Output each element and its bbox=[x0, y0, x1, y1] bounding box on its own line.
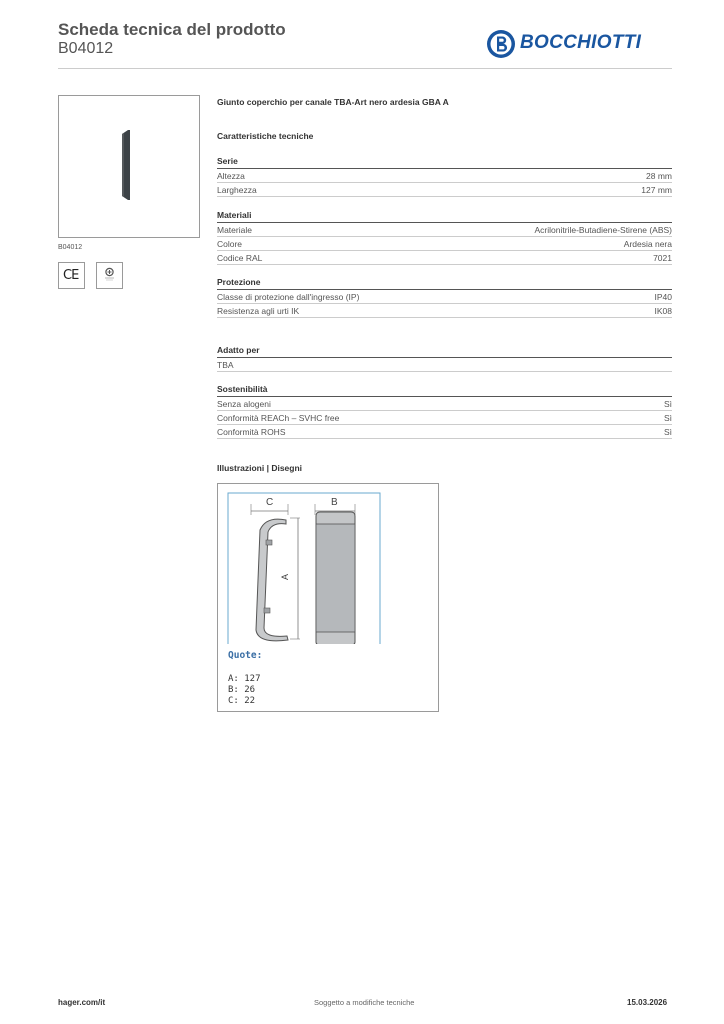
spec-value: IP40 bbox=[654, 292, 672, 302]
brand-name: BOCCHIOTTI bbox=[520, 32, 642, 53]
dimension-drawing bbox=[218, 484, 438, 644]
bocchiotti-b-icon bbox=[486, 29, 516, 59]
spec-row bbox=[217, 251, 672, 265]
spec-value: IK08 bbox=[654, 306, 672, 316]
section-materiali bbox=[217, 210, 672, 263]
spec-value: Acrilonitrile-Butadiene-Stirene (ABS) bbox=[534, 225, 672, 235]
quote-a: A: 127 bbox=[228, 674, 261, 684]
quote-c: C: 22 bbox=[228, 696, 256, 706]
technical-drawing bbox=[217, 483, 439, 712]
section-title: Serie bbox=[217, 156, 238, 166]
footer-date: 15.03.2026 bbox=[627, 998, 668, 1007]
spec-value: 127 mm bbox=[641, 185, 672, 195]
section-serie bbox=[217, 156, 672, 195]
quote-b: B: 26 bbox=[228, 685, 256, 695]
spec-label: Classe di protezione dall'ingresso (IP) bbox=[217, 292, 360, 302]
spec-row bbox=[217, 425, 672, 439]
image-caption: B04012 bbox=[58, 244, 83, 251]
ce-mark-badge bbox=[58, 262, 85, 289]
spec-label: Materiale bbox=[217, 225, 252, 235]
spec-value: 28 mm bbox=[646, 171, 672, 181]
spec-row bbox=[217, 397, 672, 411]
spec-row bbox=[217, 290, 672, 304]
quotes-title: Quote: bbox=[228, 650, 263, 661]
page-title: Scheda tecnica del prodotto bbox=[58, 20, 286, 39]
footer-disclaimer: Soggetto a modifiche tecniche bbox=[314, 998, 415, 1007]
spec-row bbox=[217, 304, 672, 318]
spec-label: Colore bbox=[217, 239, 243, 249]
section-adatto-per bbox=[217, 345, 672, 370]
product-photo bbox=[59, 96, 199, 237]
spec-value: Sì bbox=[663, 427, 672, 437]
dim-label-a: A bbox=[280, 573, 291, 581]
section-title: Adatto per bbox=[217, 345, 260, 355]
dim-label-c: C bbox=[266, 497, 274, 508]
spec-row bbox=[217, 169, 672, 183]
spec-label: Conformità REACh – SVHC free bbox=[217, 413, 340, 423]
product-code: B04012 bbox=[58, 40, 114, 57]
spec-value: Ardesia nera bbox=[623, 239, 672, 249]
spec-row bbox=[217, 411, 672, 425]
section-title: Protezione bbox=[217, 277, 261, 287]
drawings-heading: Illustrazioni | Disegni bbox=[217, 463, 303, 473]
spec-row bbox=[217, 237, 672, 251]
spec-value: Sì bbox=[663, 399, 672, 409]
specs-heading: Caratteristiche tecniche bbox=[217, 131, 314, 141]
spec-label: Larghezza bbox=[217, 185, 257, 195]
footer-website[interactable]: hager.com/it bbox=[58, 998, 106, 1007]
section-title: Sostenibilità bbox=[217, 384, 268, 394]
product-image bbox=[58, 95, 200, 238]
recycling-mark-badge bbox=[96, 262, 123, 289]
spec-value: Sì bbox=[663, 413, 672, 423]
dim-label-b: B bbox=[331, 497, 338, 508]
recycling-mark-icon bbox=[97, 263, 122, 288]
spec-row bbox=[217, 183, 672, 197]
spec-row bbox=[217, 358, 672, 372]
spec-label: Conformità ROHS bbox=[217, 427, 286, 437]
section-protezione bbox=[217, 277, 672, 316]
header-divider bbox=[58, 68, 672, 69]
spec-row bbox=[217, 223, 672, 237]
spec-label: TBA bbox=[217, 360, 234, 370]
brand-logo bbox=[486, 29, 668, 59]
ce-mark: CE bbox=[63, 268, 79, 283]
spec-value: 7021 bbox=[653, 253, 672, 263]
spec-label: Altezza bbox=[217, 171, 245, 181]
spec-label: Codice RAL bbox=[217, 253, 263, 263]
product-description: Giunto coperchio per canale TBA-Art nero ardesia GBA A bbox=[217, 97, 449, 107]
section-sostenibilita bbox=[217, 384, 672, 437]
spec-label: Senza alogeni bbox=[217, 399, 271, 409]
spec-label: Resistenza agli urti IK bbox=[217, 306, 300, 316]
section-title: Materiali bbox=[217, 210, 252, 220]
